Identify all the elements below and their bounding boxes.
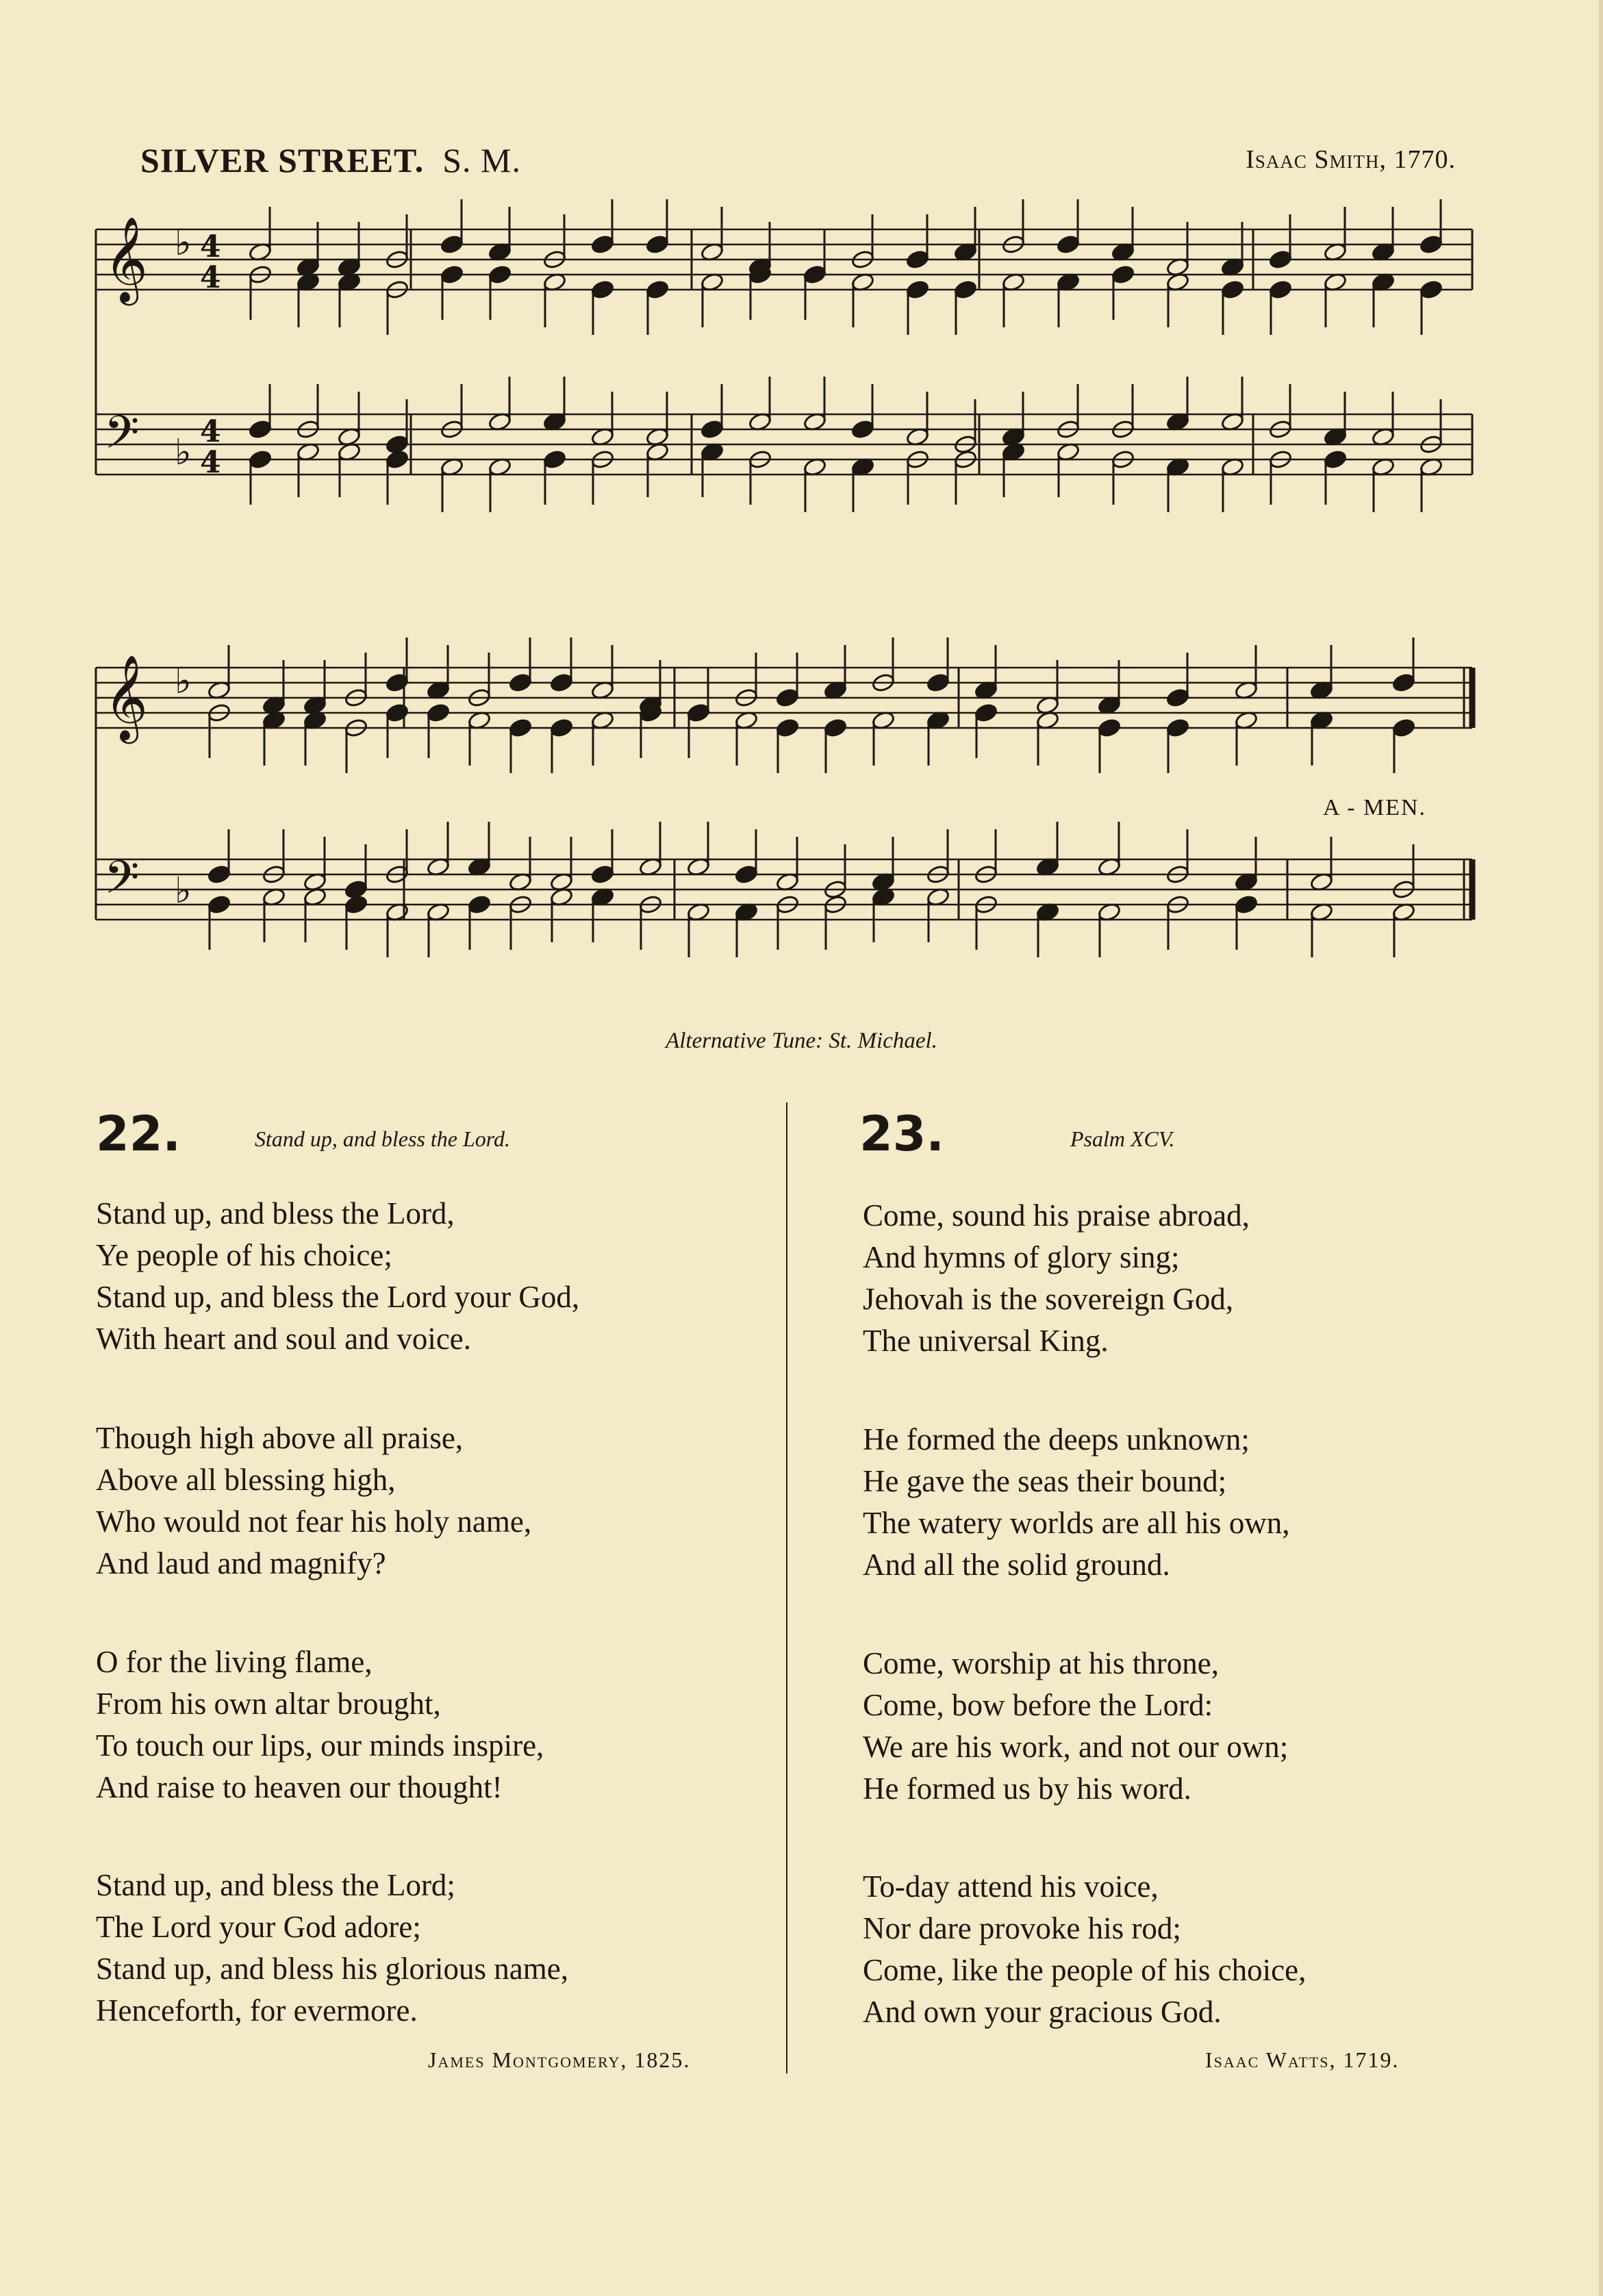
note-head [467,894,491,915]
note-head [823,718,847,738]
staff-bass-1 [96,414,1472,475]
verse-line: And own your gracious God. [863,1995,1222,2029]
stanza [863,1643,1288,1810]
verse-line: Come, worship at his throne, [863,1646,1219,1680]
verse-line: And all the solid ground. [863,1548,1170,1582]
verse-line: Stand up, and bless his glorious name, [96,1952,568,1986]
note-head [590,279,614,300]
verse-line: We are his work, and not our own; [863,1730,1289,1764]
verse-line: With heart and soul and voice. [96,1322,472,1356]
note-head [508,718,532,738]
note-head [207,894,231,915]
verse-line: He formed the deeps unknown; [863,1422,1250,1456]
tune-composer: Isaac Smith, 1770. [1246,145,1456,174]
note-head [686,703,710,723]
stanza [96,1193,579,1360]
alternative-tune: Alternative Tune: St. Michael. [666,1029,937,1053]
note-head [803,264,826,285]
note-head [549,718,573,738]
hymn-author: James Montgomery, 1825. [428,2047,691,2072]
time-signature-top: 4 [200,414,221,449]
note-head [1323,449,1347,470]
verse-line: He gave the seas their bound; [863,1464,1227,1498]
key-flat-icon: ♭ [175,661,192,702]
note-head [1391,672,1415,693]
note-head [905,249,929,270]
note-head [645,279,669,300]
verse-line: Henceforth, for evermore. [96,1993,418,2028]
note-head [590,864,614,885]
verse-line: Ye people of his choice; [96,1238,392,1272]
verse-line: He formed us by his word. [863,1771,1191,1806]
bass-clef-icon: 𝄢 [104,851,140,915]
note-head [542,449,566,470]
barlines-1 [411,229,1472,475]
amen-text: A - MEN. [1323,795,1427,820]
verse-line: Nor dare provoke his rod; [863,1911,1181,1945]
hymn-caption: Psalm XCV. [1070,1126,1175,1151]
note-head [1056,234,1080,255]
note-head [1165,687,1189,708]
verse-line: Come, like the people of his choice, [863,1953,1307,1987]
verse-line: Come, sound his praise abroad, [863,1198,1250,1233]
note-head [549,672,573,693]
stanza [863,1419,1290,1586]
key-flat-icon: ♭ [175,432,192,473]
verse-line: Stand up, and bless the Lord your God, [96,1280,580,1314]
note-head [1268,249,1292,270]
bass-clef-icon: 𝄢 [104,406,140,470]
verse-line: And raise to heaven our thought! [96,1770,503,1804]
hymn-number: 22. [96,1106,181,1162]
note-head [440,234,464,255]
hymn-author: Isaac Watts, 1719. [1205,2047,1400,2072]
tune-meter: S. M. [442,141,521,179]
verse-line: To touch our lips, our minds inspire, [96,1728,544,1763]
stanza [863,1195,1250,1362]
note-head [1234,894,1258,915]
note-head [440,264,464,285]
treble-clef-icon: 𝄞 [104,216,148,302]
note-head [926,672,950,693]
verse-line: Stand up, and bless the Lord, [96,1196,455,1231]
tune-name: SILVER STREET. [140,141,425,179]
stanza [863,1866,1306,2033]
verse-line: From his own altar brought, [96,1687,441,1721]
note-head [1097,718,1121,738]
note-head [645,234,669,255]
time-signature-top: 4 [200,229,221,264]
stanza [96,1641,544,1808]
treble-clef-icon: 𝄞 [104,655,148,740]
hymn-caption: Stand up, and bless the Lord. [255,1126,511,1151]
note-head [1165,718,1189,738]
verse-line: And laud and magnify? [96,1546,386,1580]
verse-line: O for the living flame, [96,1645,373,1679]
time-signature-bottom: 4 [200,445,221,480]
verse-line: Above all blessing high, [96,1463,396,1497]
note-head [700,419,724,440]
key-flat-icon: ♭ [175,223,192,264]
note-head [488,264,512,285]
note-head [974,703,998,723]
note-head [385,703,409,723]
verse-line: Come, bow before the Lord: [863,1688,1213,1722]
stanza [96,1417,531,1585]
note-head [385,672,409,693]
music-score [0,0,1603,1027]
stanza [96,1865,568,2032]
notes-layer [207,199,1443,957]
column-divider [786,1102,787,2073]
note-head [1220,279,1244,300]
verse-line: The universal King. [863,1324,1109,1358]
note-head [248,419,272,440]
note-head [385,449,409,470]
note-head [775,718,799,738]
hymn-number: 23. [859,1106,945,1162]
note-head [1391,718,1415,738]
verse-line: Jehovah is the sovereign God, [863,1282,1234,1316]
note-head [953,279,977,300]
note-head [508,672,532,693]
note-head [207,864,231,885]
note-head [1268,279,1292,300]
note-head [1419,279,1443,300]
note-head [734,864,758,885]
key-flat-icon: ♭ [175,870,192,911]
note-head [344,894,368,915]
note-head [426,703,450,723]
note-head [775,687,799,708]
verse-line: And hymns of glory sing; [863,1240,1180,1274]
note-head [905,279,929,300]
verse-line: The Lord your God adore; [96,1910,421,1944]
note-head [850,419,874,440]
note-head [1419,234,1443,255]
note-head [1111,264,1135,285]
note-head [248,449,272,470]
verse-line: Who would not fear his holy name, [96,1504,532,1539]
verse-line: Stand up, and bless the Lord; [96,1868,455,1902]
time-signature-bottom: 4 [200,260,221,295]
note-head [590,234,614,255]
verse-line: To-day attend his voice, [863,1869,1159,1904]
verse-line: The watery worlds are all his own, [863,1506,1290,1540]
verse-line: Though high above all praise, [96,1421,464,1455]
